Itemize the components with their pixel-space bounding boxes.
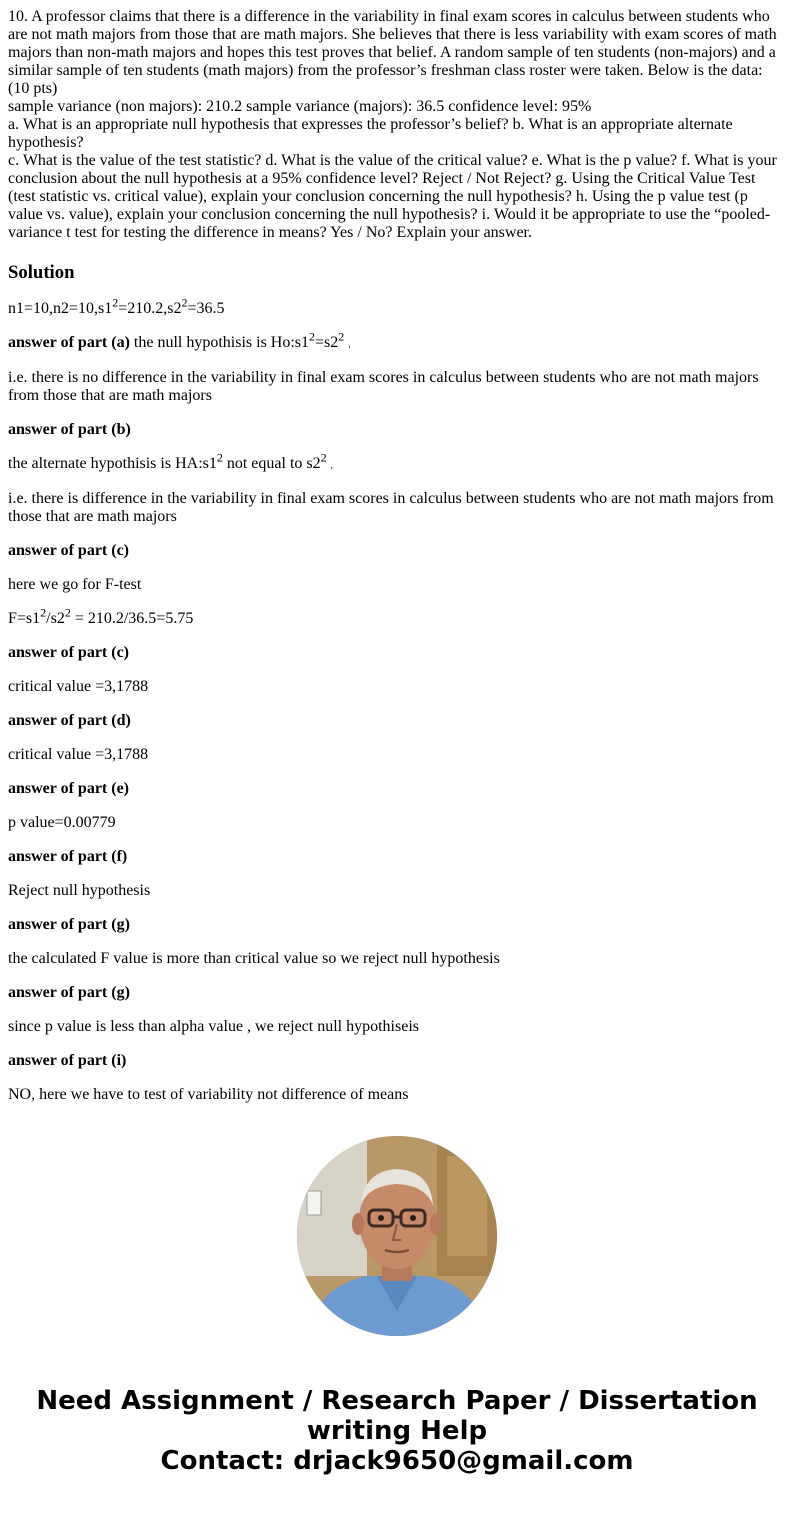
question-data: sample variance (non majors): 210.2 sample variance (majors): 36.5 confidence level: 95% [8,98,592,115]
answer-part-e: p value=0.00779 [8,814,116,831]
answer-part-a-explain: i.e. there is no difference in the variability in final exam scores in calculus between students who are not math majors from those that are math majors [8,369,759,404]
answer-part-d-label: answer of part (d) [8,712,131,729]
answer-part-f: Reject null hypothesis [8,882,151,899]
answer-part-c2-label: answer of part (c) [8,644,130,661]
answer-part-g2: since p value is less than alpha value , we reject null hypothiseis [8,1018,419,1035]
answer-part-c-intro: here we go for F-test [8,576,142,593]
answer-part-i: NO, here we have to test of variability not difference of means [8,1086,409,1103]
question-parts-ci: c. What is the value of the test statistic? d. What is the value of the critical value? e. What is the p value? f. What is your conclusion about the null hypothesis at a 95% confidence level? Reject / Not Reject? g. Using the Critical Value Test (test statistic vs. critical value), explain your conclusion concerning the null hypothesis? h. Using the p value test (p value vs. value), explain your conclusion concerning the null hypothesis? i. Would it be appropriate to use the “pooled-variance t test for testing the difference in means? Yes / No? Explain your answer. [8,152,777,241]
answer-part-g: the calculated F value is more than critical value so we reject null hypothesis [8,950,500,967]
solution-block [8,295,786,1104]
question-parts-ab: a. What is an appropriate null hypothesis that expresses the professor’s belief? b. What is an appropriate alternate hypothesis? [8,116,733,151]
answer-part-b-label: answer of part (b) [8,421,131,438]
promo-line-1: Need Assignment / Research Paper / Dissertation [36,1386,758,1416]
answer-part-d: critical value =3,1788 [8,746,149,763]
answer-part-a: answer of part (a) the null hypothisis is $Ho:s1^2=s2^2$ , [8,329,351,351]
answer-label: answer of part (a) [8,334,130,351]
answer-part-c-label: answer of part (c) [8,542,130,559]
promo-line-2: writing Help [306,1416,488,1446]
answer-part-b-explain: i.e. there is difference in the variability in final exam scores in calculus between students who are not math majors from those that are math majors [8,490,774,525]
answer-part-i-label: answer of part (i) [8,1052,127,1069]
author-avatar [297,1136,497,1336]
answer-part-e-label: answer of part (e) [8,780,130,797]
answer-part-g2-label: answer of part (g) [8,984,130,1001]
author-photo-container [8,1136,786,1336]
given-values: $n1=10,n2=10,s1^2=210.2,s2^2=36.5$ [8,295,225,317]
promo-banner [8,1386,786,1476]
promo-contact: Contact: drjack9650@gmail.com [160,1446,634,1476]
question-block [8,8,786,242]
answer-part-f-label: answer of part (f) [8,848,128,865]
solution-heading: Solution [8,262,75,283]
answer-part-b: the alternate hypothisis is $HA:s1^2$ not equal to $s2^2$ , [8,450,333,472]
question-intro: 10. A professor claims that there is a difference in the variability in final exam scores in calculus between students who are not math majors from those that are math majors. She believes that there is less variability with exam scores of math majors than non-math majors and hopes this test proves that belief. A random sample of ten students (non-majors) and a similar sample of ten students (math majors) from the professor’s freshman class roster were taken. Below is the data: (10 pts) [8,8,777,97]
author-portrait-illustration [297,1136,497,1336]
answer-part-g-label: answer of part (g) [8,916,130,933]
answer-part-c-formula: $F=s1^2/s2^2 = 210.2/36.5=5.75$ [8,605,194,627]
answer-part-c2: critical value =3,1788 [8,678,149,695]
